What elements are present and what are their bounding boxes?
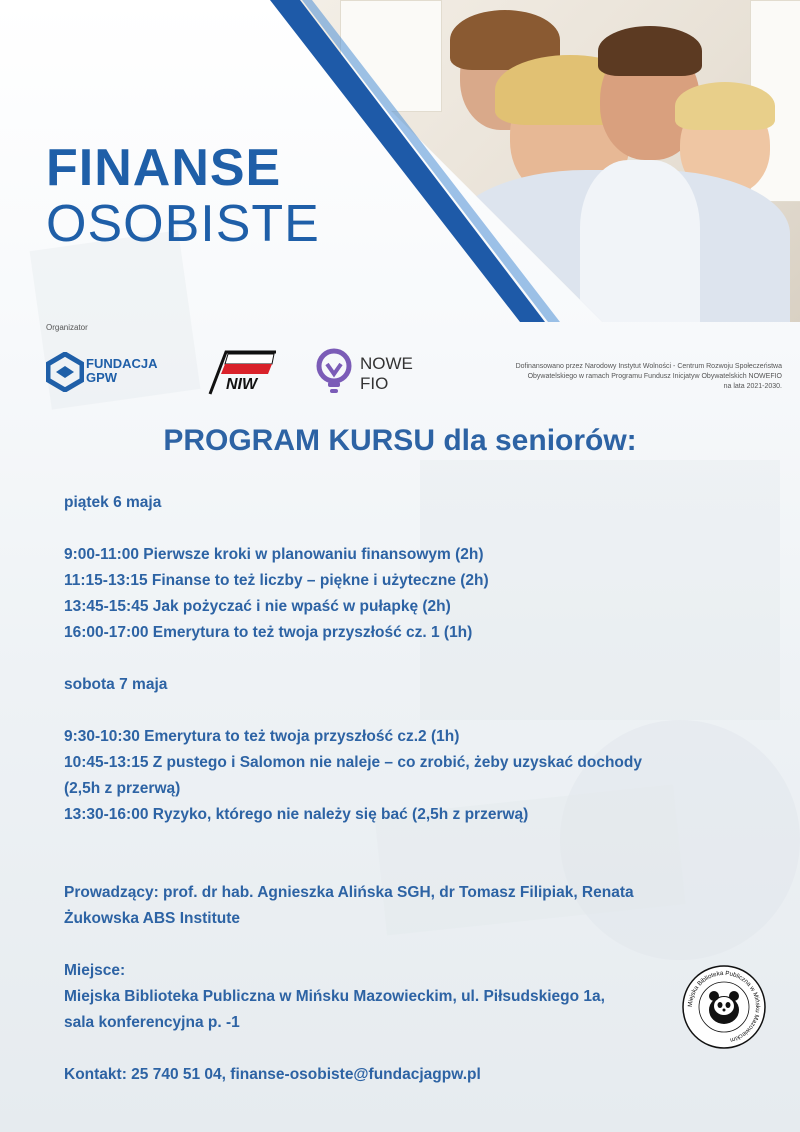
instructors-line: Prowadzący: prof. dr hab. Agnieszka Alińska SGH, dr Tomasz Filipiak, Renata [64,884,634,901]
schedule-item: (2,5h z przerwą) [64,780,181,797]
schedule-item: 9:30-10:30 Emerytura to też twoja przyszłość cz.2 (1h) [64,728,460,745]
organizer-label: Organizator [46,323,88,332]
niw-logo-text: NIW [226,376,258,393]
cofinancing-line: Obywatelskiego w ramach Programu Fundusz Inicjatyw Obywatelskich NOWEFIO [527,373,782,380]
location-line: Miejska Biblioteka Publiczna w Mińsku Mazowieckim, ul. Piłsudskiego 1a, [64,988,605,1005]
program-content [64,490,724,1088]
library-stamp-icon [681,964,767,1050]
gpw-logo-line2: GPW [86,370,118,385]
photo-person [598,26,702,76]
title-line-2: OSOBISTE [46,195,320,253]
fio-logo-line1: NOWE [360,354,413,373]
location-line: sala konferencyjna p. -1 [64,1014,240,1031]
location-label: Miejsce: [64,962,126,979]
family-photo [280,0,800,322]
title-line-1: FINANSE [46,139,282,197]
fundacja-gpw-logo [46,352,176,392]
stamp-text: Miejska Biblioteka Publiczna w Mińsku Mazowieckim [686,969,762,1044]
photo-person [675,82,775,130]
cofinancing-line: Dofinansowano przez Narodowy Instytut Wolności - Centrum Rozwoju Społeczeństwa [515,363,782,370]
schedule-item: 13:45-15:45 Jak pożyczać i nie wpaść w pułapkę (2h) [64,598,451,615]
cofinancing-line: na lata 2021-2030. [723,383,782,390]
instructors-line: Żukowska ABS Institute [64,910,240,927]
fio-logo-line2: FIO [360,374,389,393]
contact-line: Kontakt: 25 740 51 04, finanse-osobiste@fundacjagpw.pl [64,1066,481,1083]
fundacja-gpw-icon [46,352,84,392]
schedule-item: 10:45-13:15 Z pustego i Salomon nie naleje – co zrobić, żeby uzyskać dochody [64,754,642,771]
schedule-item: 16:00-17:00 Emerytura to też twoja przyszłość cz. 1 (1h) [64,624,473,641]
nowe-fio-logo [316,348,436,398]
lightbulb-icon [316,348,356,398]
photo-clothing [580,160,700,322]
program-heading: PROGRAM KURSU dla seniorów: [163,424,637,457]
niw-logo [206,348,278,396]
cofinancing-note [470,362,782,392]
schedule-item: 13:30-16:00 Ryzyko, którego nie należy się bać (2,5h z przerwą) [64,806,529,823]
day1-label: piątek 6 maja [64,494,162,511]
day2-label: sobota 7 maja [64,676,168,693]
gpw-logo-line1: FUNDACJA [86,356,158,371]
schedule-item: 9:00-11:00 Pierwsze kroki w planowaniu finansowym (2h) [64,546,484,563]
schedule-item: 11:15-13:15 Finanse to też liczby – piękne i użyteczne (2h) [64,572,489,589]
